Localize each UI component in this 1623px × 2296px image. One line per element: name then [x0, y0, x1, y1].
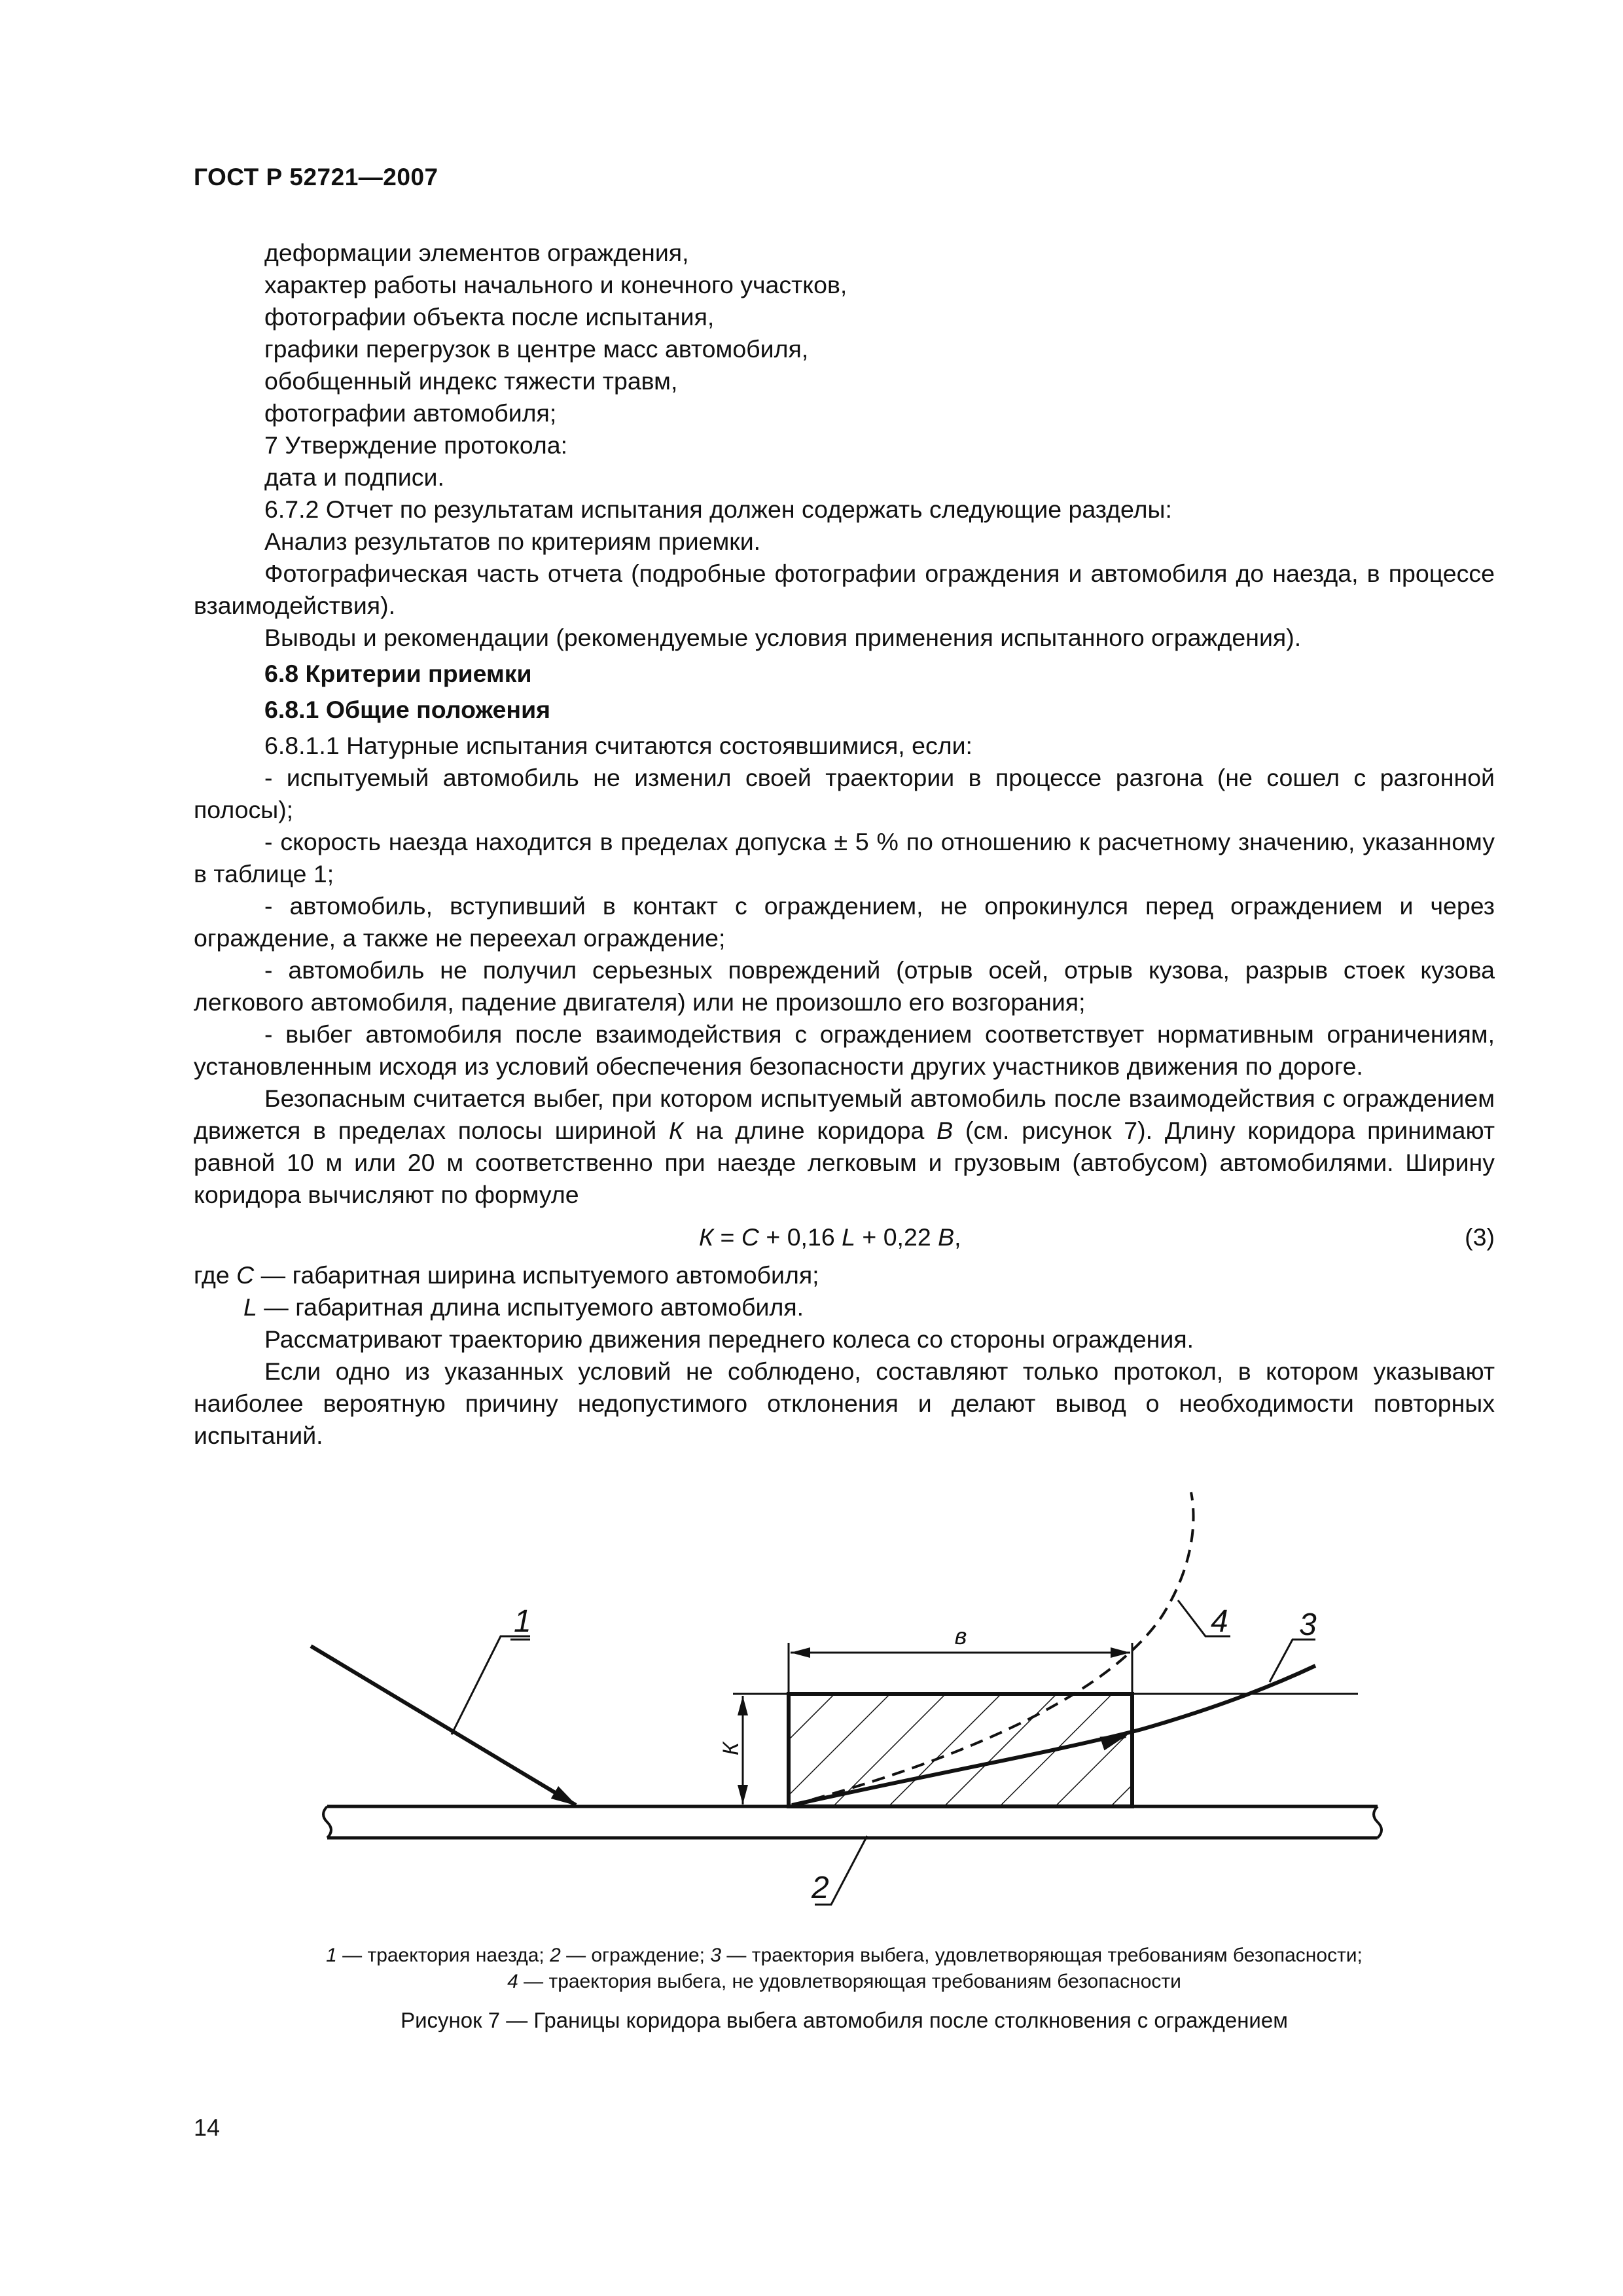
condition-item: - автомобиль не получил серьезных повреждений (отрыв осей, отрыв кузова, разрыв стоек кузова легкового автомобиля, падение двигателя) или не произошло его возгорания; [194, 956, 1495, 1016]
list-item: деформации элементов ограждения, [264, 239, 689, 266]
symbol-b: В [936, 1117, 954, 1144]
section-heading-6-8-1: 6.8.1 Общие положения [264, 696, 551, 723]
symbol-b: В [938, 1223, 955, 1251]
legend-text: — траектория выбега, не удовлетворяющая требованиям безопасности [518, 1971, 1181, 1992]
running-header: ГОСТ Р 52721—2007 [194, 164, 438, 190]
list-item: Анализ результатов по критериям приемки. [264, 528, 761, 555]
symbol-l: L [842, 1223, 855, 1251]
legend-line-2 [194, 1969, 1495, 1995]
symbol-k: К [668, 1117, 684, 1144]
figure-7-drawing [0, 1473, 1623, 2009]
list-item: 7 Утверждение протокола: [264, 431, 568, 459]
section-heading-6-8: 6.8 Критерии приемки [264, 660, 532, 687]
list-item: характер работы начального и конечного участков, [264, 271, 847, 298]
callout-1: 1 [514, 1604, 531, 1639]
paragraph-failure: Если одно из указанных условий не соблюдено, составляют только протокол, в котором указывают наиболее вероятную причину недопустимого отклонения и делают вывод о необходимости повторных испытаний. [194, 1357, 1495, 1449]
legend-number: 1 [326, 1945, 337, 1966]
paragraph-photo: Фотографическая часть отчета (подробные фотографии ограждения и автомобиля до наезда, в процессе взаимодействия). [194, 560, 1495, 619]
page-number: 14 [194, 2114, 221, 2141]
legend-line-1 [194, 1943, 1495, 1969]
symbol-c: С [236, 1261, 255, 1289]
list-item: обобщенный индекс тяжести травм, [264, 367, 678, 395]
where-line-l [194, 1291, 1495, 1323]
barrier-band [323, 1806, 1382, 1838]
where-line-c [194, 1259, 1495, 1291]
symbol-k: К [699, 1223, 714, 1251]
text-span: на длине коридора [683, 1117, 937, 1144]
label-b: в [954, 1623, 967, 1649]
text-span: = [713, 1223, 741, 1251]
callout-4: 4 [1211, 1604, 1228, 1639]
list-item: графики перегрузок в центре масс автомобиля, [264, 335, 809, 363]
text-span: Безопасным считается выбег, при котором испытуемый автомобиль после взаимодействия с ограждением движется в пределах полосы шириной [194, 1085, 1495, 1144]
callout-3: 3 [1299, 1607, 1317, 1642]
label-k: К [719, 1742, 743, 1756]
formula-expression [699, 1221, 961, 1253]
text-span: (см. рисунок 7). Длину коридора принимают равной 10 м или 20 м соответственно при наезде легковым и грузовым (автобусом) автомобилями. Ширину коридора вычисляют по формуле [194, 1117, 1495, 1208]
legend-text: — траектория наезда; [336, 1945, 550, 1966]
text-span: + 0,22 [855, 1223, 938, 1251]
list-item: 6.7.2 Отчет по результатам испытания должен содержать следующие разделы: [264, 495, 1172, 523]
clause-6-8-1-1: 6.8.1.1 Натурные испытания считаются состоявшимися, если: [264, 732, 972, 759]
text-span: — габаритная длина испытуемого автомобиля. [257, 1293, 804, 1321]
figure-legend [194, 1943, 1495, 1995]
text-span: где [194, 1261, 237, 1289]
legend-number: 2 [550, 1945, 561, 1966]
text-span: + 0,16 [758, 1223, 842, 1251]
body-text [194, 237, 1495, 1452]
list-item: фотографии автомобиля; [264, 399, 557, 427]
approach-trajectory [311, 1646, 576, 1805]
list-item: фотографии объекта после испытания, [264, 303, 715, 331]
condition-item: - испытуемый автомобиль не изменил своей траектории в процессе разгона (не сошел с разгонной полосы); [194, 764, 1495, 823]
text-span: , [954, 1223, 961, 1251]
formula-number: (3) [1465, 1223, 1495, 1251]
callout-2: 2 [812, 1871, 829, 1905]
formula-3 [194, 1221, 1495, 1254]
paragraph-safe-runout [194, 1083, 1495, 1211]
paragraph-trajectory: Рассматривают траекторию движения переднего колеса со стороны ограждения. [264, 1325, 1194, 1353]
paragraph-conclusions: Выводы и рекомендации (рекомендуемые условия применения испытанного ограждения). [264, 624, 1302, 651]
condition-item: - выбег автомобиля после взаимодействия с ограждением соответствует нормативным ограничениям, установленным исходя из условий обеспечения безопасности других участников движения по дороге. [194, 1020, 1495, 1080]
symbol-c: С [741, 1223, 759, 1251]
legend-text: — ограждение; [560, 1945, 711, 1966]
condition-item: - скорость наезда находится в пределах допуска ± 5 % по отношению к расчетному значению, указанному в таблице 1; [194, 828, 1495, 888]
condition-item: - автомобиль, вступивший в контакт с ограждением, не опрокинулся перед ограждением и через ограждение, а также не переехал ограждение; [194, 892, 1495, 952]
figure-title: Рисунок 7 — Границы коридора выбега автомобиля после столкновения с ограждением [401, 2008, 1288, 2032]
text-span: — габаритная ширина испытуемого автомобиля; [254, 1261, 819, 1289]
symbol-l: L [243, 1293, 257, 1321]
figure-7 [0, 1473, 1623, 2009]
legend-text: — траектория выбега, удовлетворяющая требованиям безопасности; [721, 1945, 1363, 1966]
list-item: дата и подписи. [264, 463, 444, 491]
legend-number: 3 [710, 1945, 722, 1966]
legend-number: 4 [507, 1971, 518, 1992]
